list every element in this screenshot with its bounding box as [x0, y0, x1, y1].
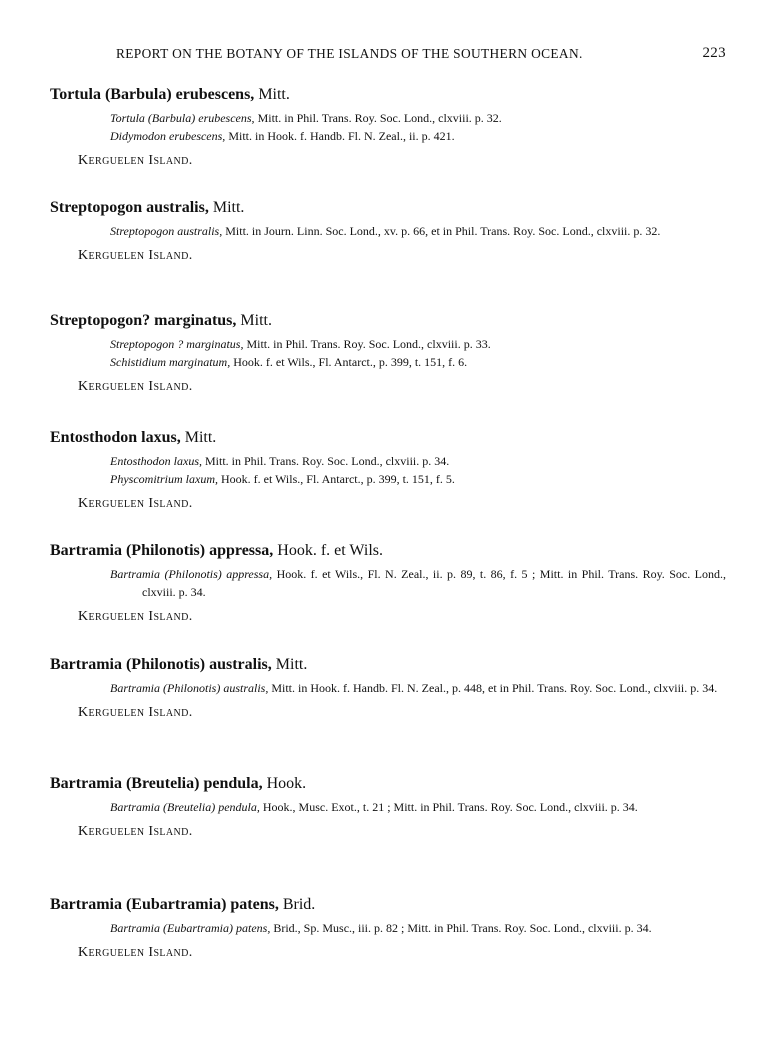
species-heading	[50, 312, 726, 330]
reference	[110, 127, 726, 145]
species-heading	[50, 86, 726, 104]
species-name: Bartramia (Breutelia) pendula,	[50, 775, 263, 792]
species-entry	[50, 775, 726, 840]
species-author: Brid.	[282, 896, 316, 913]
species-author: Mitt.	[212, 199, 245, 216]
reference-list	[110, 452, 726, 488]
species-name: Tortula (Barbula) erubescens,	[50, 86, 255, 103]
locality: Kerguelen Island.	[78, 705, 193, 720]
reference-citation: Mitt. in Journ. Linn. Soc. Lond., xv. p. 66, et in Phil. Trans. Roy. Soc. Lond., clxviii. p. 32.	[225, 224, 661, 238]
reference	[110, 109, 726, 127]
species-name: Bartramia (Philonotis) appressa,	[50, 542, 274, 559]
species-entry	[50, 429, 726, 512]
reference-citation: Hook. f. et Wils., Fl. Antarct., p. 399, t. 151, f. 5.	[220, 472, 455, 486]
species-heading	[50, 775, 726, 793]
species-heading	[50, 542, 726, 560]
reference-list	[110, 798, 726, 816]
locality: Kerguelen Island.	[78, 945, 193, 960]
species-entry	[50, 86, 726, 169]
reference-taxon: Bartramia (Philonotis) australis,	[110, 681, 269, 695]
species-entry	[50, 312, 726, 395]
reference-taxon: Didymodon erubescens,	[110, 129, 226, 143]
species-heading	[50, 429, 726, 447]
reference	[110, 353, 726, 371]
species-name: Entosthodon laxus,	[50, 429, 181, 446]
reference-citation: Mitt. in Hook. f. Handb. Fl. N. Zeal., p. 448, et in Phil. Trans. Roy. Soc. Lond., clxviii. p. 34.	[271, 681, 718, 695]
species-author: Mitt.	[258, 86, 290, 103]
reference-list	[110, 919, 726, 937]
species-entry	[50, 542, 726, 625]
locality: Kerguelen Island.	[78, 609, 193, 624]
reference	[110, 798, 726, 816]
locality: Kerguelen Island.	[78, 496, 193, 511]
reference	[110, 335, 726, 353]
reference-citation: Hook., Musc. Exot., t. 21 ; Mitt. in Phil. Trans. Roy. Soc. Lond., clxviii. p. 34.	[262, 800, 638, 814]
reference-taxon: Bartramia (Breutelia) pendula,	[110, 800, 260, 814]
reference-list	[110, 335, 726, 371]
reference-list	[110, 679, 726, 697]
species-name: Bartramia (Eubartramia) patens,	[50, 896, 279, 913]
reference	[110, 222, 726, 240]
reference	[110, 565, 726, 601]
species-heading	[50, 896, 726, 914]
reference-taxon: Entosthodon laxus,	[110, 454, 202, 468]
reference-taxon: Physcomitrium laxum,	[110, 472, 218, 486]
species-entry	[50, 896, 726, 961]
reference-citation: Mitt. in Phil. Trans. Roy. Soc. Lond., clxviii. p. 32.	[257, 111, 502, 125]
reference-citation: Mitt. in Phil. Trans. Roy. Soc. Lond., clxviii. p. 33.	[246, 337, 491, 351]
running-title: REPORT ON THE BOTANY OF THE ISLANDS OF THE SOUTHERN OCEAN.	[116, 46, 583, 61]
species-heading	[50, 199, 726, 217]
reference-taxon: Tortula (Barbula) erubescens,	[110, 111, 255, 125]
reference	[110, 679, 726, 697]
species-heading	[50, 656, 726, 674]
species-name: Streptopogon australis,	[50, 199, 209, 216]
reference-citation: Mitt. in Hook. f. Handb. Fl. N. Zeal., ii. p. 421.	[228, 129, 455, 143]
species-author: Mitt.	[184, 429, 217, 446]
reference-taxon: Bartramia (Philonotis) appressa,	[110, 567, 273, 581]
reference-taxon: Schistidium marginatum,	[110, 355, 231, 369]
reference-list	[110, 109, 726, 145]
page-number: 223	[702, 45, 726, 61]
locality: Kerguelen Island.	[78, 379, 193, 394]
locality: Kerguelen Island.	[78, 248, 193, 263]
reference-citation: Hook. f. et Wils., Fl. Antarct., p. 399, t. 151, f. 6.	[233, 355, 468, 369]
reference-citation: Mitt. in Phil. Trans. Roy. Soc. Lond., clxviii. p. 34.	[205, 454, 450, 468]
reference	[110, 452, 726, 470]
species-author: Mitt.	[240, 312, 272, 329]
reference-taxon: Streptopogon australis,	[110, 224, 223, 238]
reference-citation: Brid., Sp. Musc., iii. p. 82 ; Mitt. in Phil. Trans. Roy. Soc. Lond., clxviii. p. 34.	[273, 921, 652, 935]
reference	[110, 919, 726, 937]
reference-citation: Hook. f. et Wils., Fl. N. Zeal., ii. p. 89, t. 86, f. 5 ; Mitt. in Phil. Trans. Roy. Soc. Lond., clxviii. p. 34.	[142, 567, 727, 599]
reference-list	[110, 565, 726, 601]
species-entry	[50, 656, 726, 721]
species-name: Bartramia (Philonotis) australis,	[50, 656, 272, 673]
species-name: Streptopogon? marginatus,	[50, 312, 237, 329]
reference-list	[110, 222, 726, 240]
species-author: Hook.	[266, 775, 307, 792]
reference-taxon: Bartramia (Eubartramia) patens,	[110, 921, 271, 935]
reference	[110, 470, 726, 488]
species-entry	[50, 199, 726, 264]
reference-taxon: Streptopogon ? marginatus,	[110, 337, 244, 351]
species-author: Mitt.	[275, 656, 308, 673]
species-author: Hook. f. et Wils.	[277, 542, 383, 559]
locality: Kerguelen Island.	[78, 824, 193, 839]
locality: Kerguelen Island.	[78, 153, 193, 168]
